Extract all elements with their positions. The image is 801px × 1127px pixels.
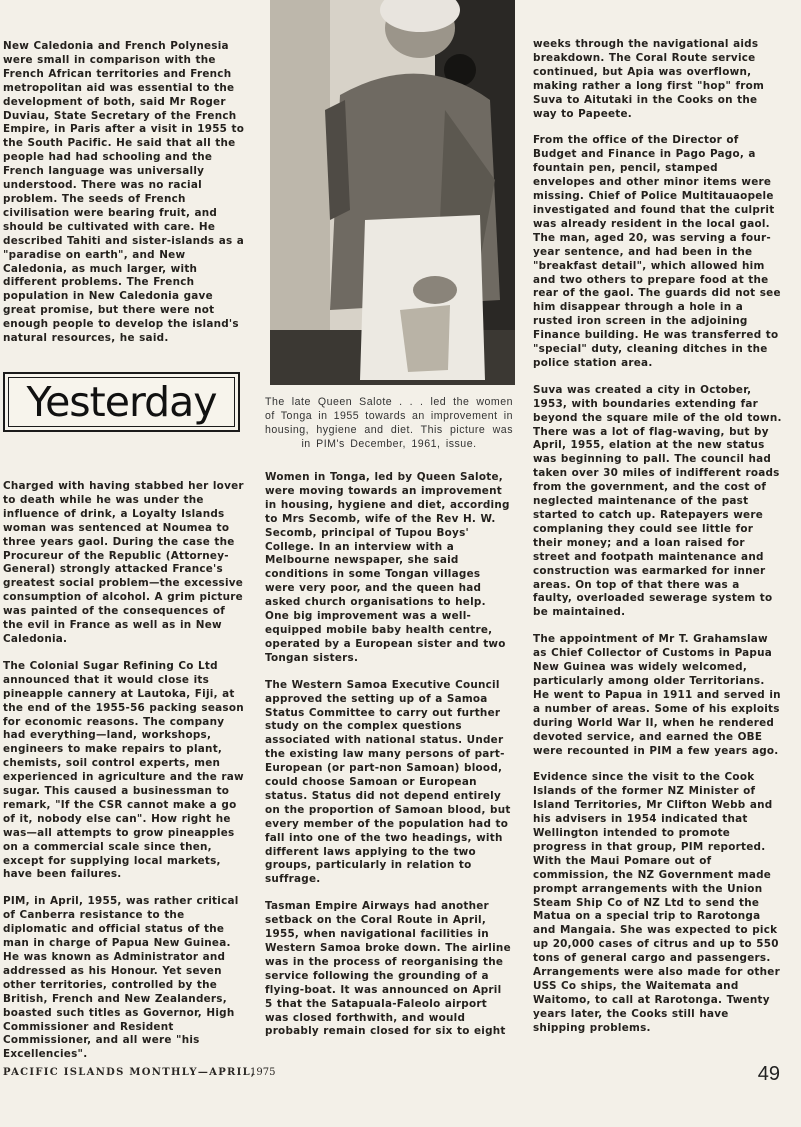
publication-year: 1975 <box>250 1067 276 1078</box>
column-2 <box>265 0 513 1052</box>
column-1-top <box>3 40 248 359</box>
article-cook-islands: Evidence since the visit to the Cook Islands of the former NZ Minister of Island Territories, Mr Clifton Webb and his advisers in 1954 indicated that Wellington intended to promote progress in that group, PIM reported. With the Maui Pomare out of commission, the NZ Government made prompt arrangements with the Union Steam Ship Co of NZ Ltd to send the Matua on a special trip to Rarotonga and Mangaia. She was expected to pick up 20,000 cases of citrus and up to 550 tons of general cargo and passengers. Arrangements were also made for other USS Co ships, the Waitemata and Waitomo, to call at Rarotonga. Twenty years later, the Cooks still have shipping problems. <box>533 771 780 1034</box>
page-number: 49 <box>757 1063 780 1085</box>
masthead-title: Yesterday <box>26 378 217 426</box>
photo-caption: The late Queen Salote . . . led the women of Tonga in 1955 towards an improvement in housing, hygiene and diet. This picture was in PIM's December, 1961, issue. <box>265 396 513 450</box>
article-french-aid: New Caledonia and French Polynesia were small in comparison with the French African territories and French metropolitan aid was essential to the development of both, said Mr Roger Duviau, State Secretary of the French Empire, in Paris after a visit in 1955 to the South Pacific. He said that all the people had had schooling and the French language was universally understood. There was no racial problem. The seeds of French civilisation were bearing fruit, and should be cultivated with care. He described Tahiti and sister-islands as a "paradise on earth", and New Caledonia, as much larger, with different problems. The French population in New Caledonia gave great promise, but there were not enough people to develop the island's natural resources, he said. <box>3 40 245 345</box>
section-masthead <box>3 372 240 432</box>
article-suva-city: Suva was created a city in October, 1953, with boundaries extending far beyond the square mile of the old town. There was a lot of flag-waving, but by April, 1955, elation at the new status was beginning to pall. The council had taken over 30 miles of indifferent roads from the government, and the cost of neglected maintenance of the past started to catch up. Ratepayers were complaning they could see little for their money; and a loan raised for street and footpath maintenance and construction was earmarked for inner areas. On top of that there was a faulty, overloaded sewerage system to be maintained. <box>533 383 782 619</box>
queen-salote-photo <box>270 0 515 385</box>
article-grahamslaw: The appointment of Mr T. Grahamslaw as Chief Collector of Customs in Papua New Guinea was widely welcomed, particularly among older Territorians. He went to Papua in 1911 and served in a number of areas. Some of his exploits during World War II, when he rendered devoted service, and earned the OBE were recounted in PIM a few years ago. <box>533 633 781 757</box>
column-1-bottom <box>3 480 248 1075</box>
publication-name: PACIFIC ISLANDS MONTHLY—APRIL, <box>3 1067 256 1078</box>
page-footer <box>3 1063 788 1087</box>
article-samoa-status: The Western Samoa Executive Council approved the setting up of a Samoa Status Committee to carry out further study on the complex questions associated with national status. Under the existing law many persons of part-European (or part-non Samoan) blood, could choose Samoan or European status. Status did not depend entirely on the proportion of Samoan blood, but every member of the population had to fall into one of the two headings, with different laws applying to the two groups, particularly in relation to suffrage. <box>265 678 511 886</box>
article-csr-cannery: The Colonial Sugar Refining Co Ltd announced that it would close its pineapple cannery at Lautoka, Fiji, at the end of the 1955-56 packing season for economic reasons. The company had everything—land, workshops, engineers to make repairs to plant, chemists, soil control experts, men experienced in agriculture and the raw sugar. This caused a businessman to remark, "If the CSR cannot make a go of it, nobody else can". How right he was—all attempts to grow pineapples on a commercial scale since then, except for supplying local markets, have been failures. <box>3 659 244 881</box>
article-coral-route-cont: weeks through the navigational aids breakdown. The Coral Route service continued, but Apia was overflown, making rather a long first "hop" from Suva to Aitutaki in the Cooks on the way to Papeete. <box>533 38 765 120</box>
column-3 <box>533 38 783 1049</box>
article-pago-pago-theft: From the office of the Director of Budget and Finance in Pago Pago, a fountain pen, pencil, stamped envelopes and other minor items were missing. Chief of Police Multitauaopele investigated and found that the culprit was already resident in the local gaol. The man, aged 20, was serving a four-year sentence, and had been in the "breakfast detail", which allowed him and two others to prepare food at the rear of the gaol. The guards did not see him disappear through a hole in a rusted iron screen in the adjoining Finance building. He was transferred to "special" duty, cleaning ditches in the police station area. <box>533 134 781 369</box>
article-pim-canberra: PIM, in April, 1955, was rather critical of Canberra resistance to the diplomatic and official status of the man in charge of Papua New Guinea. He was known as Administrator and addressed as his Honour. Yet seven other territories, controlled by the British, French and New Zealanders, boasted such titles as Governor, High Commissioner and Resident Commissioner, and all were "his Excellencies". <box>3 895 239 1061</box>
article-loyalty-islands: Charged with having stabbed her lover to death while he was under the influence of drink, a Loyalty Islands woman was sentenced at Noumea to three years gaol. During the case the Procureur of the Republic (Attorney-General) strongly attacked France's greatest social problem—the excessive consumption of alcohol. A grim picture was painted of the consequences of the evil in France as well as in New Caledonia. <box>3 480 244 645</box>
masthead-inner-frame <box>8 377 235 427</box>
article-tonga-women: Women in Tonga, led by Queen Salote, were moving towards an improvement in housing, hygiene and diet, according to Mrs Secomb, wife of the Rev H. W. Secomb, principal of Tupou Boys' College. In an interview with a Melbourne newspaper, she said conditions in some Tongan villages were very poor, and the queen had asked church organisations to help. One big improvement was a well-equipped mobile baby health centre, operated by a European sister and two Tongan sisters. <box>265 471 510 664</box>
article-tasman-airways: Tasman Empire Airways had another setback on the Coral Route in April, 1955, when navigational facilities in Western Samoa broke down. The airline was in the process of reorganising the service following the grounding of a flying-boat. It was announced on April 5 that the Satapuala-Faleolo airport was closed forthwith, and would probably remain closed for six to eight <box>265 900 511 1038</box>
